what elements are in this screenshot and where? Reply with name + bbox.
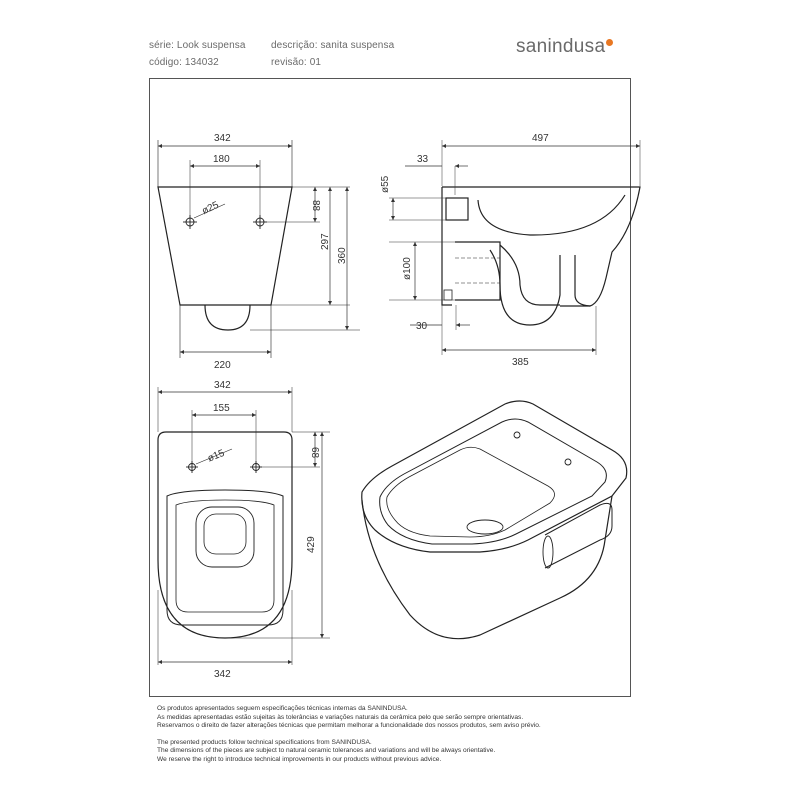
dim-front-hole-diameter: ø25 [200,199,221,217]
front-dimension-lines [158,146,347,352]
dim-top-width-bottom: 342 [214,669,231,680]
note-pt-3: Reservamos o direito de fazer alterações técnicas que permitam melhorar a funcionalidade dos nossos produtos, sem aviso prévio. [157,722,541,730]
top-view [158,387,330,665]
dim-front-hole-spacing: 180 [213,154,230,165]
dim-side-offset-top: 33 [417,154,429,165]
dim-front-body-height: 297 [320,233,331,250]
note-en-2: The dimensions of the pieces are subject to natural ceramic tolerances and variations and will be always orientative. [157,747,496,755]
note-pt-2: As medidas apresentadas estão sujeitas às tolerâncias e variações naturais da cerâmica pelo que serão sempre orientativas. [157,713,524,721]
dim-top-depth: 429 [306,536,317,553]
dim-side-dia-bottom: ø100 [402,257,413,280]
top-holes [186,410,320,473]
side-view [442,187,640,325]
revisao-label: revisão: 01 [271,57,322,68]
front-holes [183,160,320,229]
dim-front-total-height: 360 [337,247,348,264]
dim-top-width: 342 [214,380,231,391]
note-en-1: The presented products follow technical specifications from SANINDUSA. [157,738,372,746]
dim-front-hole-height: 88 [310,200,321,212]
note-pt-1: Os produtos apresentados seguem especificações técnicas internas da SANINDUSA. [157,705,408,712]
dim-side-dia-top: ø55 [380,175,391,193]
dim-front-width-bottom: 220 [214,360,231,371]
brand-name: sanindusa [516,36,606,57]
note-en-3: We reserve the right to introduce technical improvements in our products without previous advice. [157,755,442,763]
descricao-label: descrição: sanita suspensa [271,40,395,51]
dim-front-width-top: 342 [214,133,231,144]
legal-notes [157,705,627,765]
codigo-label: código: 134032 [149,57,219,68]
dim-side-length: 497 [532,133,549,144]
dim-side-length-bottom: 385 [512,357,529,368]
dim-side-offset-bottom: 30 [416,321,428,332]
dim-top-hole-offset: 68 [309,447,320,459]
perspective-view [362,401,627,639]
dim-top-hole-diameter: ø15 [206,447,227,465]
dim-top-hole-spacing: 155 [213,403,230,414]
serie-label: série: Look suspensa [149,40,246,51]
